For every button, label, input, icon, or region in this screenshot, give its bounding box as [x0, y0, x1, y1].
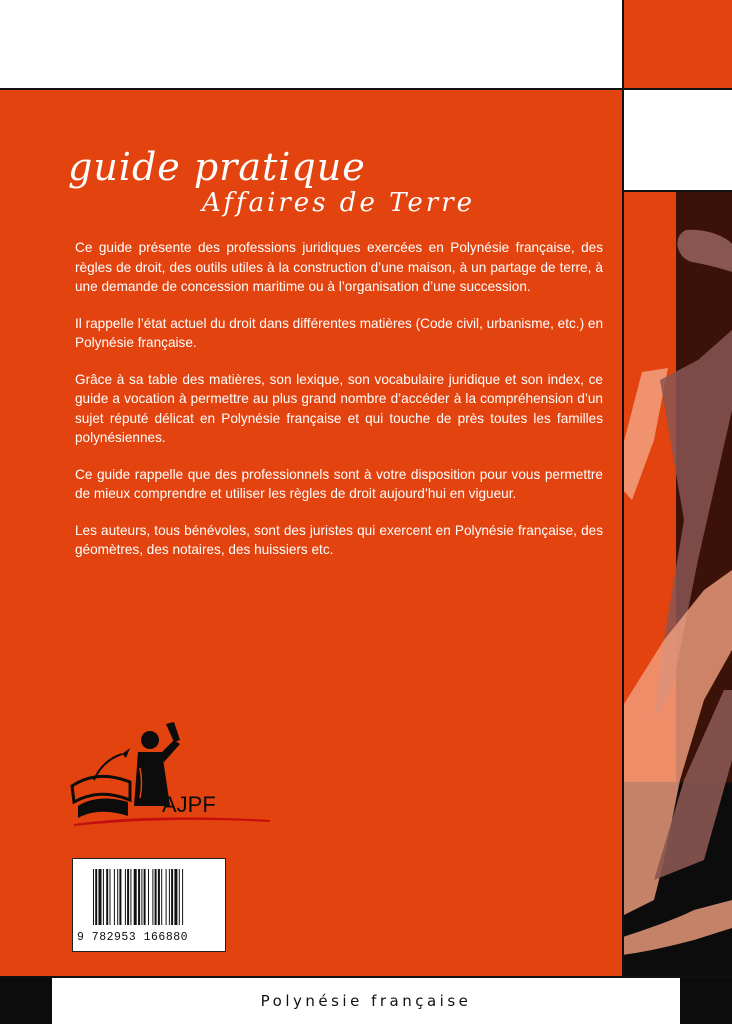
ajpf-logo — [70, 718, 275, 830]
bottom-divider-rule — [0, 976, 732, 978]
ajpf-logo-art — [70, 718, 275, 830]
decorative-letter-art — [624, 0, 732, 976]
cover-title: guide pratique — [68, 145, 366, 189]
description-paragraph: Ce guide rappelle que des professionnels sont à votre disposition pour vous permettre de mieux comprendre et utiliser les règles de droit aujourd’hui en vigueur. — [75, 466, 603, 501]
description-paragraph: Il rappelle l’état actuel du droit dans différentes matières (Code civil, urbanisme, etc.) en Polynésie française. — [75, 315, 603, 350]
description-paragraph: Les auteurs, tous bénévoles, sont des juristes qui exercent en Polynésie française, des géomètres, des notaires, des huissiers etc. — [75, 522, 603, 557]
cover-subtitle: Affaires de Terre — [202, 188, 476, 218]
description-paragraph: Grâce à sa table des matières, son lexique, son vocabulaire juridique et son index, ce guide a vocation à permettre au plus grand nombre d’accéder à la compréhension d’un sujet réputé délicat en Polynésie française et qui touche de près toutes les familles polynésiennes. — [75, 371, 603, 445]
barcode-bars — [93, 869, 218, 925]
top-white-band — [0, 0, 622, 88]
footer-region-label: Polynésie française — [260, 992, 472, 1010]
description-paragraph: Ce guide présente des professions juridiques exercées en Polynésie française, des règles de droit, des outils utiles à la construction d’une maison, à un partage de terre, à une demande de concession maritime ou à l’organisation d’une succession. — [75, 240, 603, 294]
vertical-divider-rule — [622, 0, 624, 976]
back-cover-description — [75, 238, 603, 577]
logo-text: AJPF — [162, 792, 216, 817]
isbn-number: 9 782953 166880 — [77, 931, 189, 944]
isbn-barcode — [72, 858, 226, 952]
decorative-right-strip — [624, 0, 732, 976]
